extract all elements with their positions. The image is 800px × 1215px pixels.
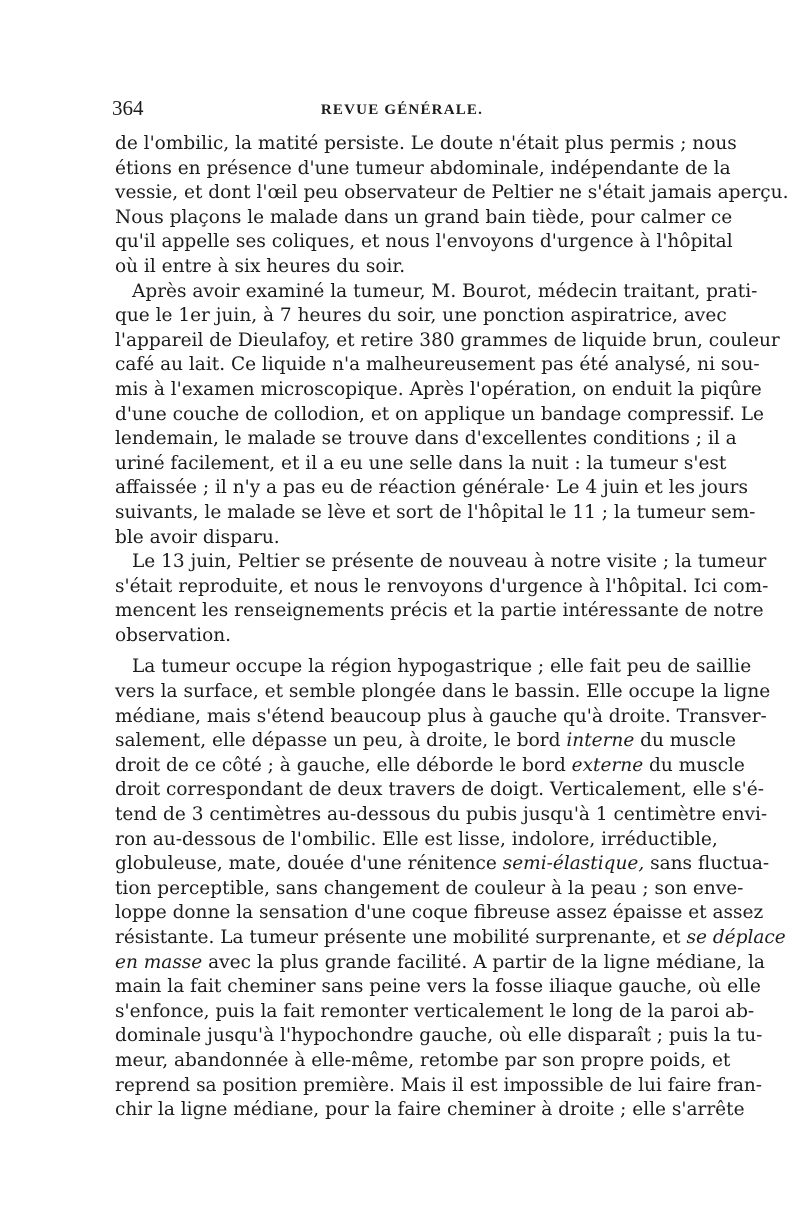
running-title: REVUE GÉNÉRALE. — [320, 102, 484, 118]
text-line: La tumeur occupe la région hypogastrique ; elle fait peu de saillie — [132, 656, 752, 678]
text-line: qu'il appelle ses coliques, et nous l'envoyons d'urgence à l'hôpital — [115, 231, 733, 253]
paragraph — [115, 550, 769, 648]
italic-term: semi-élastique, — [502, 853, 645, 875]
text-line: reprend sa position première. Mais il est impossible de lui faire fran- — [115, 1074, 763, 1096]
text-line: droit correspondant de deux travers de doigt. Verticalement, elle s'é- — [115, 779, 764, 801]
text-line: que le 1er juin, à 7 heures du soir, une ponction aspiratrice, avec — [115, 305, 727, 327]
page-header — [112, 94, 692, 122]
text-line — [115, 926, 786, 951]
text-line: loppe donne la sensation d'une coque fibreuse assez épaisse et assez — [115, 902, 764, 924]
text-line: chir la ligne médiane, pour la faire cheminer à droite ; elle s'arrête — [115, 1099, 745, 1121]
text-run: sans fluctua- — [644, 853, 770, 875]
text-line: observation. — [115, 624, 232, 646]
paragraph — [115, 280, 780, 551]
text-line: uriné facilement, et il a eu une selle dans la nuit : la tumeur s'est — [115, 452, 727, 474]
text-run: du muscle — [634, 730, 736, 752]
text-line: s'enfonce, puis la fait remonter verticalement le long de la paroi ab- — [115, 1000, 755, 1022]
text-line: vers la surface, et semble plongée dans le bassin. Elle occupe la ligne — [115, 681, 771, 703]
text-line: étions en présence d'une tumeur abdominale, indépendante de la — [115, 157, 731, 179]
text-line: café au lait. Ce liquide n'a malheureusement pas été analysé, ni sou- — [115, 354, 760, 376]
text-run: globuleuse, mate, douée d'une rénitence — [115, 853, 503, 875]
text-line: meur, abandonnée à elle-même, retombe par son propre poids, et — [115, 1049, 731, 1071]
text-run: droit de ce côté ; à gauche, elle déborde le bord — [115, 754, 572, 776]
text-line: dominale jusqu'à l'hypochondre gauche, où elle disparaît ; puis la tu- — [115, 1025, 763, 1047]
text-line: s'était reproduite, et nous le renvoyons d'urgence à l'hôpital. Ici com- — [115, 575, 769, 597]
text-line: lendemain, le malade se trouve dans d'excellentes conditions ; il a — [115, 428, 737, 450]
text-line: vessie, et dont l'œil peu observateur de Peltier ne s'était jamais aperçu. — [115, 182, 789, 204]
text-line: ron au-dessous de l'ombilic. Elle est lisse, indolore, irréductible, — [115, 828, 718, 850]
text-line — [115, 951, 765, 976]
italic-term: se déplace — [686, 927, 786, 948]
text-line: main la fait cheminer sans peine vers la fosse iliaque gauche, où elle — [115, 976, 761, 998]
text-line: mencent les renseignements précis et la partie intéressante de notre — [115, 600, 764, 622]
text-line: suivants, le malade se lève et sort de l'hôpital le 11 ; la tumeur sem- — [115, 501, 756, 523]
paragraph — [115, 655, 786, 1122]
text-line: mis à l'examen microscopique. Après l'opération, on enduit la piqûre — [115, 378, 762, 400]
italic-term: interne — [566, 730, 635, 752]
text-line — [115, 729, 736, 754]
text-line: affaissée ; il n'y a pas eu de réaction générale· Le 4 juin et les jours — [115, 477, 748, 499]
text-run: du muscle — [643, 754, 745, 776]
paragraph — [115, 132, 789, 280]
text-line — [115, 852, 770, 877]
text-line: ble avoir disparu. — [115, 526, 280, 548]
italic-term: externe — [571, 754, 644, 776]
text-line: tion perceptible, sans changement de couleur à la peau ; son enve- — [115, 877, 744, 899]
text-line: médiane, mais s'étend beaucoup plus à gauche qu'à droite. Transver- — [115, 705, 767, 727]
italic-term: en masse — [115, 951, 203, 973]
page-number: 364 — [112, 96, 144, 120]
text-line: Après avoir examiné la tumeur, M. Bourot, médecin traitant, prati- — [132, 280, 758, 302]
text-line: Le 13 juin, Peltier se présente de nouveau à notre visite ; la tumeur — [132, 551, 767, 573]
text-line: d'une couche de collodion, et on applique un bandage compressif. Le — [115, 403, 764, 425]
paragraph-spacer — [115, 648, 687, 655]
body-text — [115, 132, 789, 1123]
text-line: de l'ombilic, la matité persiste. Le doute n'était plus permis ; nous — [115, 133, 737, 154]
text-run: résistante. La tumeur présente une mobilité surprenante, et — [115, 927, 687, 948]
text-run: avec la plus grande facilité. A partir de la ligne médiane, la — [202, 951, 765, 973]
text-run: salement, elle dépasse un peu, à droite, le bord — [115, 730, 567, 752]
text-line: tend de 3 centimètres au-dessous du pubis jusqu'à 1 centimètre envi- — [115, 804, 768, 826]
text-line: où il entre à six heures du soir. — [115, 255, 406, 277]
text-line: Nous plaçons le malade dans un grand bain tiède, pour calmer ce — [115, 206, 733, 228]
text-line — [115, 754, 745, 779]
text-line: l'appareil de Dieulafoy, et retire 380 grammes de liquide brun, couleur — [115, 329, 780, 351]
